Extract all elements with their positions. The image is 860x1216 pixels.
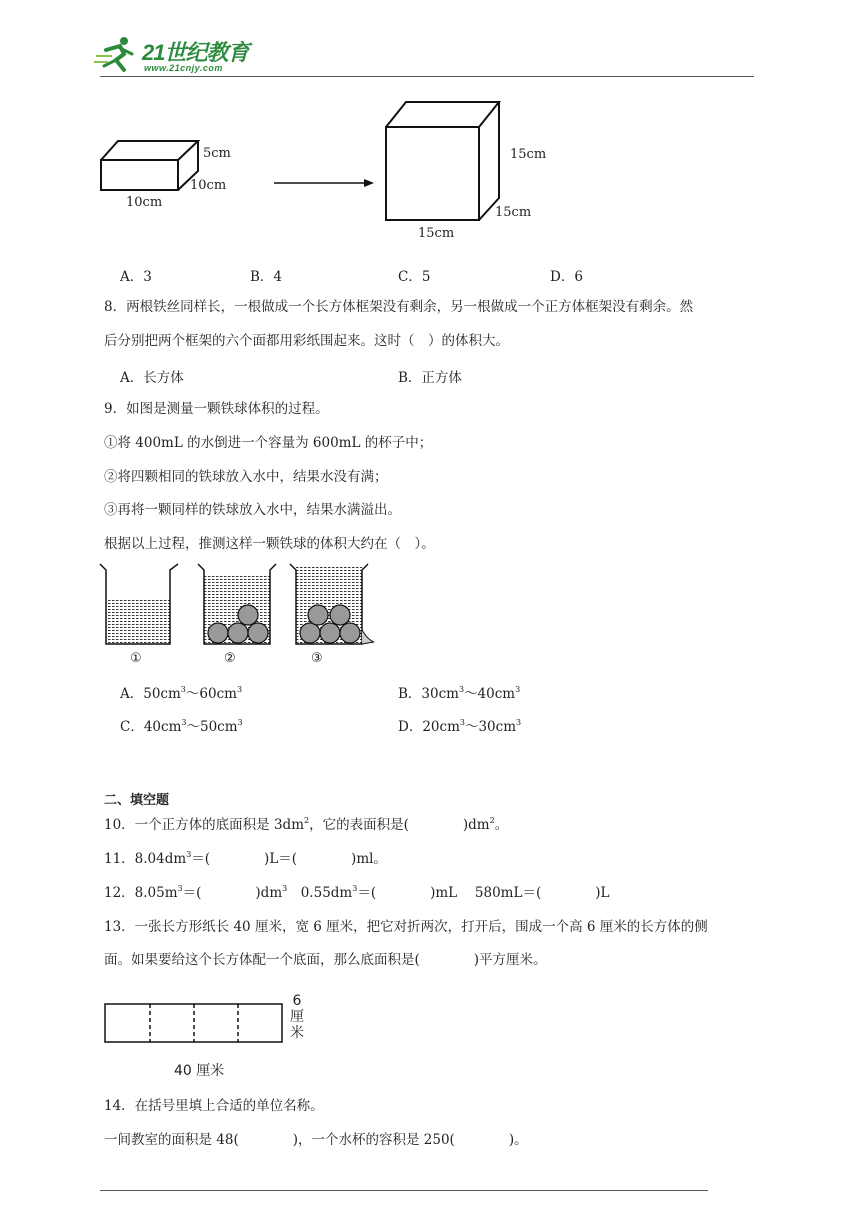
q12-sup-3: 3 bbox=[352, 884, 358, 893]
cube-depth-label: 15cm bbox=[495, 205, 532, 220]
q12-part-a: 12．8.05m bbox=[104, 885, 178, 901]
logo-text: 21世纪教育 bbox=[142, 40, 249, 65]
q9-option-b-sup2: 3 bbox=[515, 685, 521, 694]
q11-part-a: 11．8.04dm bbox=[104, 851, 187, 867]
q9-option-c-letter: C． bbox=[120, 719, 144, 735]
beaker-3 bbox=[290, 564, 374, 644]
q7-option-c[interactable]: C．5 bbox=[398, 269, 431, 285]
q9-step-3: ③再将一颗同样的铁球放入水中，结果水满溢出。 bbox=[104, 502, 401, 518]
q9-option-a-high: ～60cm bbox=[185, 686, 237, 702]
q13-height-char-1: 厘 bbox=[290, 1009, 304, 1025]
q9-option-c-high: ～50cm bbox=[186, 719, 238, 735]
q9-option-b[interactable] bbox=[398, 682, 520, 702]
q13-height-char-2: 米 bbox=[290, 1025, 304, 1041]
q10 bbox=[104, 816, 508, 834]
q9-option-b-letter: B． bbox=[398, 686, 422, 702]
q10-part-b: ，它的表面积是( )dm bbox=[309, 817, 490, 833]
q14-line-1: 14．在括号里填上合适的单位名称。 bbox=[104, 1098, 324, 1114]
arrow-icon bbox=[274, 179, 374, 187]
q14-line-2: 一间教室的面积是 48( )，一个水杯的容积是 250( )。 bbox=[104, 1132, 528, 1148]
small-box-width-label: 10cm bbox=[126, 195, 163, 210]
q10-part-a: 10．一个正方体的底面积是 3dm bbox=[104, 817, 305, 833]
q9-option-a-sup2: 3 bbox=[236, 685, 243, 694]
q9-option-b-sup1: 3 bbox=[458, 685, 465, 694]
q9-option-d-sup2: 3 bbox=[516, 718, 522, 727]
q7-option-a[interactable]: A．3 bbox=[120, 269, 152, 285]
q8-line-2: 后分别把两个框架的六个面都用彩纸围起来。这时（ ）的体积大。 bbox=[104, 333, 509, 349]
cube-width-label: 15cm bbox=[418, 226, 455, 241]
runner-logo-icon bbox=[94, 34, 138, 74]
q9-question: 根据以上过程，推测这样一颗铁球的体积大约在（ ）。 bbox=[104, 536, 435, 552]
q12-part-d: ＝( )mL 580mL＝( )L bbox=[357, 885, 610, 901]
q9-option-d-letter: D． bbox=[398, 719, 423, 735]
small-box-height-label: 5cm bbox=[203, 146, 231, 161]
q9-option-a-low: 50cm bbox=[143, 686, 181, 702]
q9-option-c-sup2: 3 bbox=[237, 718, 243, 727]
q9-option-c-low: 40cm bbox=[143, 719, 182, 735]
q13-paper-figure bbox=[104, 1000, 284, 1046]
cube-height-label: 15cm bbox=[510, 147, 547, 162]
q13-height-label bbox=[289, 993, 305, 1041]
q12-sup-1: 3 bbox=[177, 884, 183, 893]
q12 bbox=[104, 884, 609, 902]
q9-step-1: ①将 400mL 的水倒进一个容量为 600mL 的杯子中； bbox=[104, 435, 433, 451]
q9-option-a[interactable] bbox=[120, 682, 242, 702]
q9-beakers-figure bbox=[96, 560, 386, 652]
q8-option-b[interactable]: B．正方体 bbox=[398, 370, 462, 386]
q11-sup: 3 bbox=[186, 850, 192, 859]
q9-option-d-sup1: 3 bbox=[459, 718, 465, 727]
q10-sup-2: 2 bbox=[489, 816, 495, 825]
q9-option-b-low: 30cm bbox=[421, 686, 459, 702]
beaker-1-label: ① bbox=[130, 651, 142, 666]
q8-option-a[interactable]: A．长方体 bbox=[120, 370, 184, 386]
q7-figure bbox=[96, 96, 556, 246]
q13-height-num: 6 bbox=[292, 993, 302, 1009]
q12-sup-2: 3 bbox=[282, 884, 288, 893]
q9-option-d[interactable] bbox=[398, 715, 521, 735]
q9-stem: 9．如图是测量一颗铁球体积的过程。 bbox=[104, 401, 329, 417]
q9-option-a-letter: A． bbox=[120, 686, 144, 702]
q13-width-label: 40 厘米 bbox=[174, 1063, 225, 1079]
section-heading: 二、填空题 bbox=[104, 793, 170, 808]
beaker-2-label: ② bbox=[224, 651, 236, 666]
q7-option-d[interactable]: D．6 bbox=[550, 269, 583, 285]
q11 bbox=[104, 850, 387, 868]
beaker-1 bbox=[100, 564, 178, 644]
q9-option-d-low: 20cm bbox=[422, 719, 460, 735]
q13-line-2: 面。如果要给这个长方体配一个底面，那么底面积是( )平方厘米。 bbox=[104, 952, 547, 968]
beaker-3-label: ③ bbox=[311, 651, 323, 666]
q11-part-b: ＝( )L＝( )ml。 bbox=[191, 851, 387, 867]
small-box bbox=[101, 141, 198, 190]
header-rule bbox=[100, 76, 754, 77]
q7-option-b[interactable]: B．4 bbox=[250, 269, 283, 285]
q13-line-1: 13．一张长方形纸长 40 厘米，宽 6 厘米，把它对折两次，打开后，围成一个高 6 厘米的长方体的侧 bbox=[104, 919, 708, 935]
logo-url: www.21cnjy.com bbox=[144, 63, 223, 73]
footer-rule bbox=[100, 1190, 708, 1191]
q9-option-c-sup1: 3 bbox=[181, 718, 187, 727]
q8-line-1: 8．两根铁丝同样长，一根做成一个长方体框架没有剩余，另一根做成一个正方体框架没有剩余。然 bbox=[104, 299, 694, 315]
q9-option-b-high: ～40cm bbox=[464, 686, 516, 702]
q12-part-b: ＝( )dm bbox=[182, 885, 283, 901]
beaker-2 bbox=[198, 564, 276, 644]
q9-step-2: ②将四颗相同的铁球放入水中，结果水没有满； bbox=[104, 469, 388, 485]
q10-sup-1: 2 bbox=[304, 816, 310, 825]
q9-option-d-high: ～30cm bbox=[464, 719, 517, 735]
header-logo bbox=[94, 34, 264, 78]
cube bbox=[386, 102, 499, 220]
q9-option-c[interactable] bbox=[120, 715, 243, 735]
q10-part-c: 。 bbox=[494, 817, 509, 833]
small-box-depth-label: 10cm bbox=[190, 178, 227, 193]
q12-part-c: 0.55dm bbox=[287, 885, 353, 901]
q9-option-a-sup1: 3 bbox=[180, 685, 186, 694]
